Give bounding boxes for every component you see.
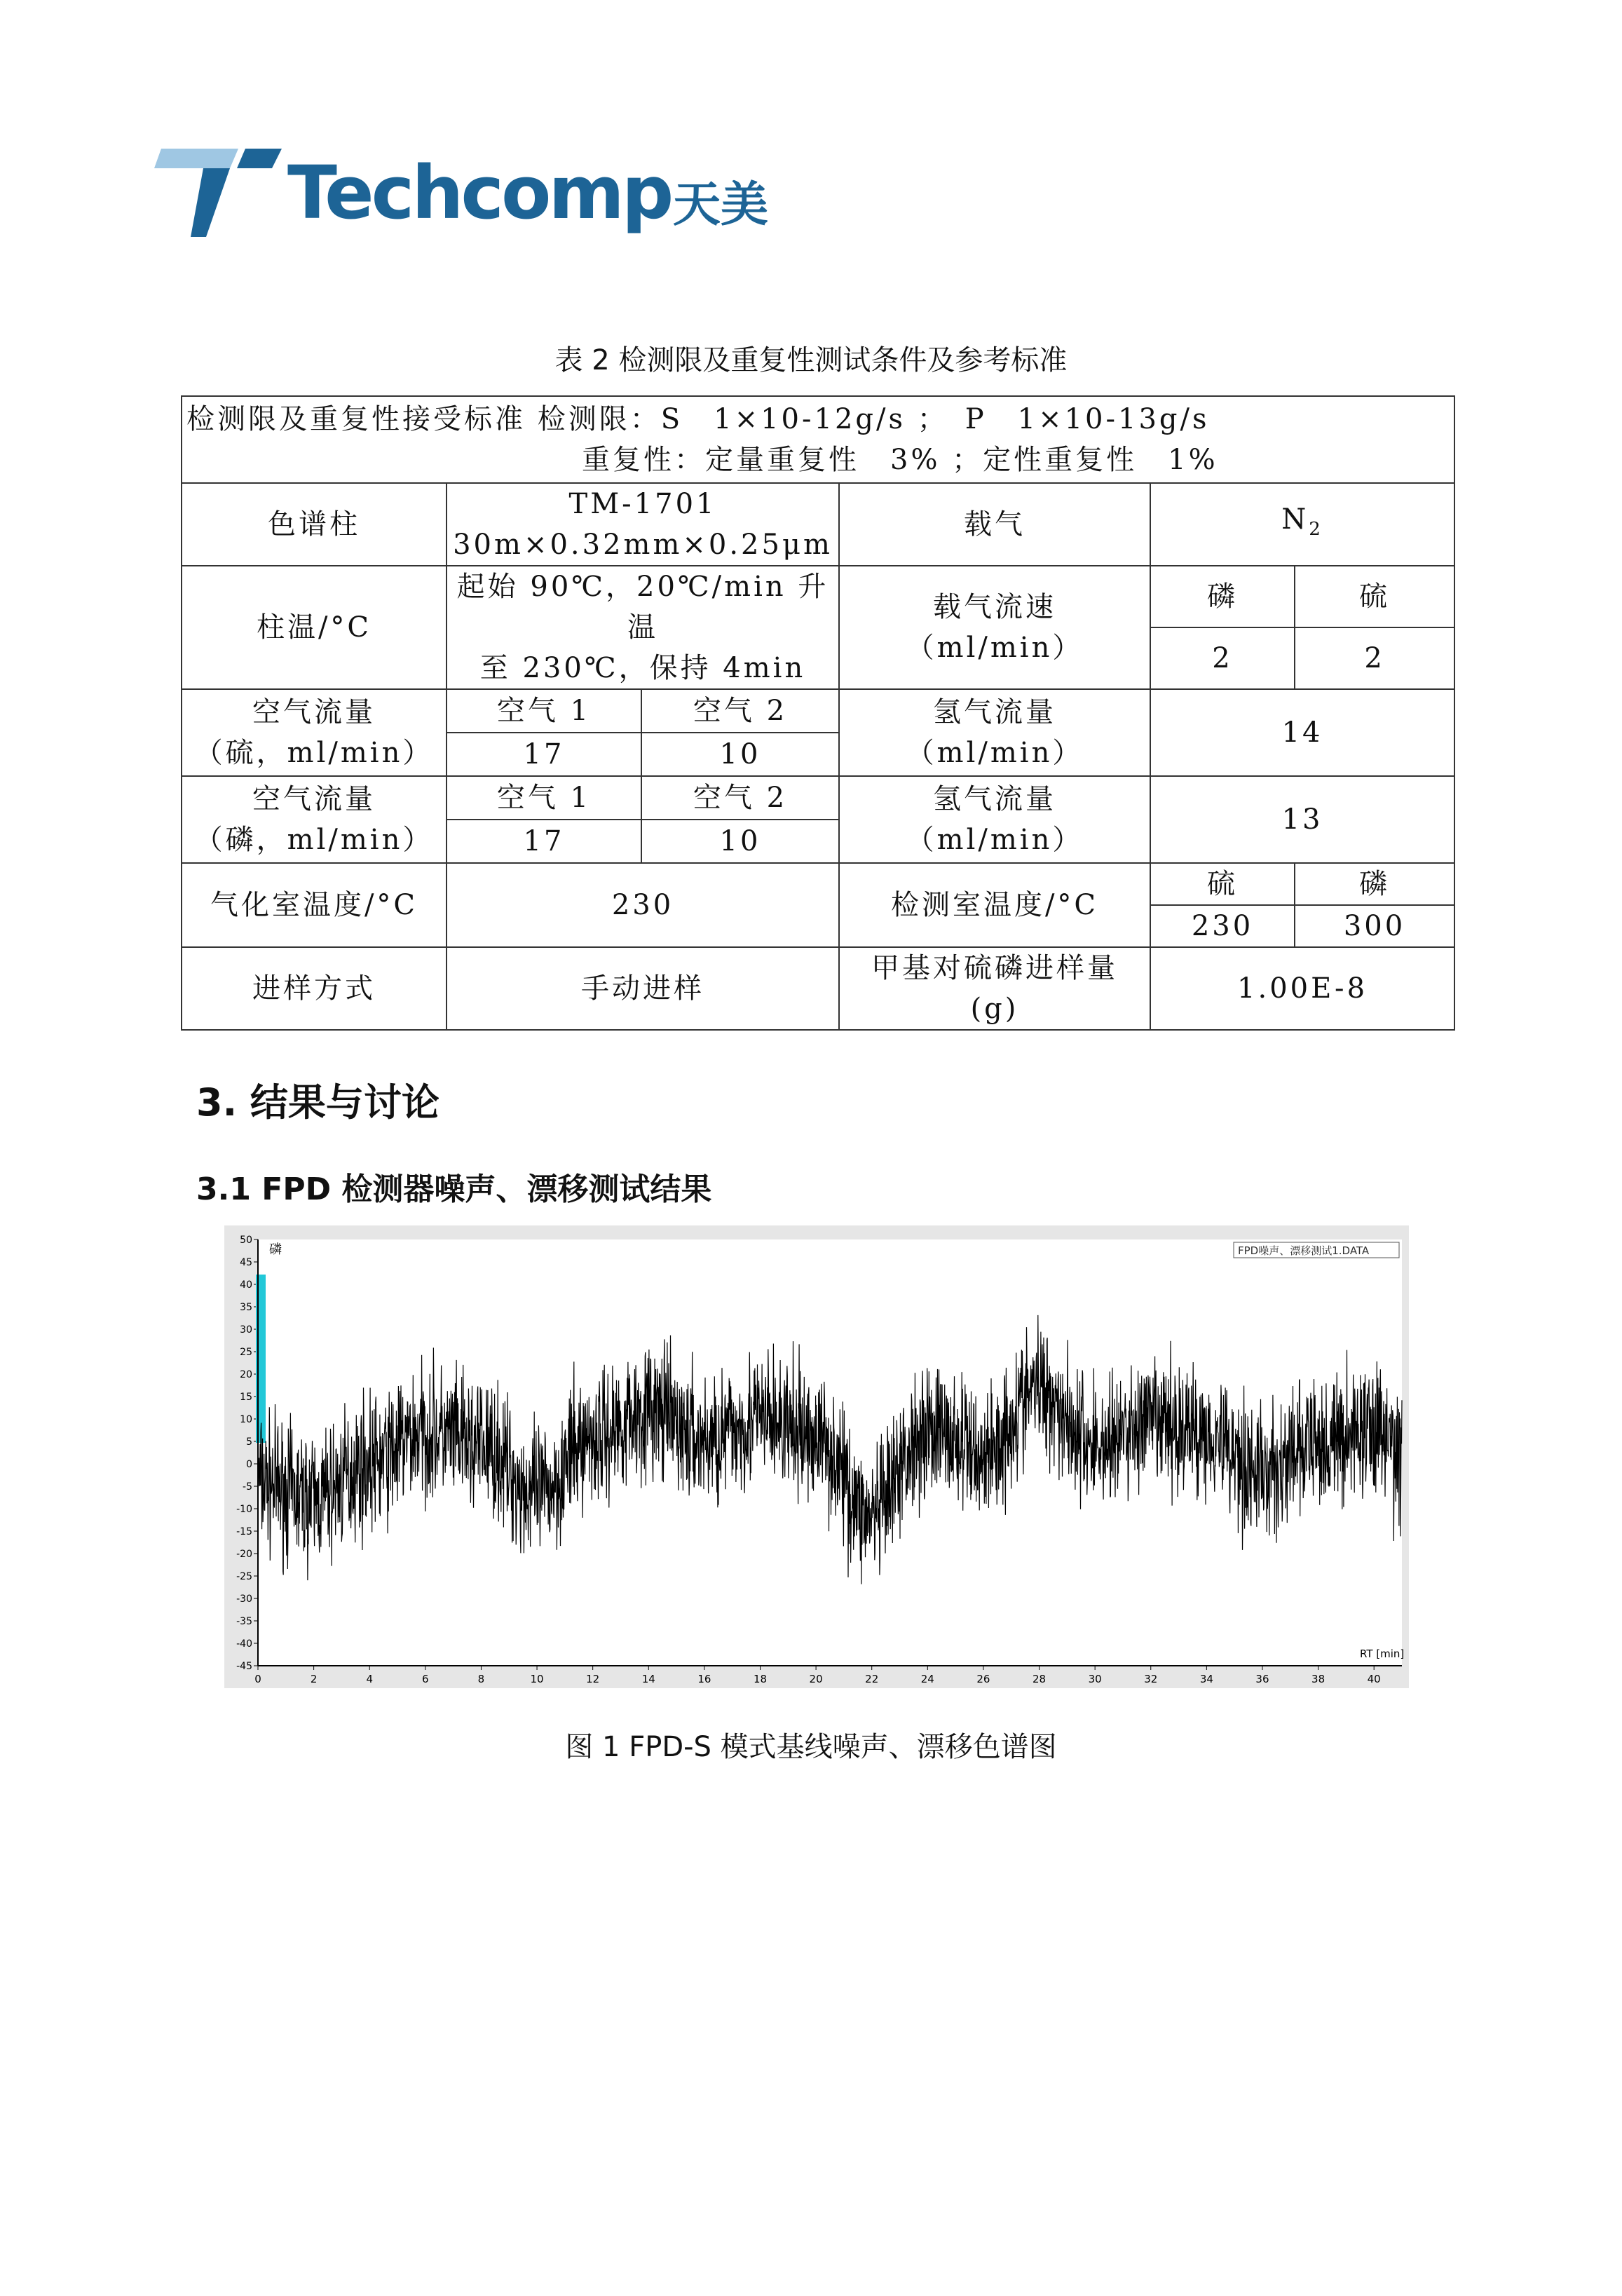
table-row <box>182 689 1454 733</box>
h2-flow-p-value: 13 <box>1150 776 1454 863</box>
x-tick-label: 0 <box>254 1673 261 1685</box>
x-tick-label: 26 <box>976 1673 990 1685</box>
air1-p-header: 空气 1 <box>447 776 641 820</box>
column-dims: 30m×0.32mm×0.25μm <box>453 529 833 561</box>
section-heading: 3. 结果与讨论 <box>196 1080 439 1125</box>
y-tick-label: -30 <box>236 1594 252 1605</box>
y-tick-label: 5 <box>246 1436 252 1448</box>
criteria-cell <box>182 396 1454 483</box>
injection-value: 手动进样 <box>447 947 839 1030</box>
x-tick-label: 14 <box>641 1673 655 1685</box>
x-tick-label: 28 <box>1032 1673 1047 1685</box>
detector-temp-label: 检测室温度/°C <box>839 863 1150 947</box>
y-tick-label: 10 <box>240 1414 252 1425</box>
table-row <box>182 947 1454 1030</box>
y-tick-label: 30 <box>240 1324 252 1336</box>
air-flow-s-label: 空气流量 （硫，ml/min） <box>182 689 447 776</box>
techcomp-logo <box>154 147 785 245</box>
carrier-flow-p-value: 2 <box>1150 627 1295 689</box>
table-row <box>182 776 1454 820</box>
y-tick-label: 0 <box>246 1459 252 1470</box>
detector-s-value: 230 <box>1150 905 1295 947</box>
y-tick-label: 25 <box>240 1347 252 1358</box>
x-tick-label: 38 <box>1311 1673 1325 1685</box>
x-axis-label: RT [min] <box>1360 1648 1405 1660</box>
detector-p-header: 磷 <box>1295 863 1454 905</box>
x-tick-label: 22 <box>865 1673 879 1685</box>
h2-flow-s-value: 14 <box>1150 689 1454 776</box>
file-label: FPD噪声、漂移测试1.DATA <box>1238 1244 1370 1257</box>
criteria-label: 检测限及重复性接受标准 <box>186 403 526 435</box>
table-row <box>182 396 1454 483</box>
h2-flow-p-label: 氢气流量 （ml/min） <box>839 776 1150 863</box>
techcomp-mark-icon <box>154 147 287 238</box>
y-tick-label: -45 <box>236 1661 252 1672</box>
y-tick-label: 20 <box>240 1369 252 1380</box>
test-conditions-table <box>181 395 1455 1031</box>
y-axis-ticks <box>236 1235 258 1672</box>
x-tick-label: 2 <box>310 1673 318 1685</box>
detector-s-header: 硫 <box>1150 863 1295 905</box>
h2-flow-s-label: 氢气流量 （ml/min） <box>839 689 1150 776</box>
table-title: 表 2 检测限及重复性测试条件及参考标准 <box>554 344 1068 376</box>
table-row <box>182 483 1454 566</box>
x-tick-label: 30 <box>1088 1673 1102 1685</box>
carrier-flow-s-header: 硫 <box>1295 566 1454 627</box>
x-tick-label: 10 <box>530 1673 544 1685</box>
sample-amount-label: 甲基对硫磷进样量 (g) <box>839 947 1150 1030</box>
column-label: 色谱柱 <box>182 483 447 566</box>
x-axis-ticks <box>254 1666 1381 1685</box>
chromatogram-figure <box>224 1225 1409 1688</box>
carrier-flow-p-header: 磷 <box>1150 566 1295 627</box>
table-row <box>182 863 1454 905</box>
y-tick-label: 35 <box>240 1302 252 1313</box>
y-tick-label: 15 <box>240 1392 252 1403</box>
x-tick-label: 4 <box>366 1673 373 1685</box>
y-tick-label: -10 <box>236 1504 252 1515</box>
logo-wordmark: Techcomp <box>287 150 672 236</box>
carrier-flow-label: 载气流速 （ml/min） <box>839 566 1150 689</box>
chromatogram-chart <box>224 1225 1409 1688</box>
x-tick-label: 20 <box>809 1673 823 1685</box>
column-temp-label: 柱温/°C <box>182 566 447 689</box>
y-tick-label: 45 <box>240 1257 252 1268</box>
x-tick-label: 16 <box>697 1673 711 1685</box>
air1-s-value: 17 <box>447 733 641 776</box>
air2-s-header: 空气 2 <box>641 689 839 733</box>
series-label: 磷 <box>269 1242 282 1257</box>
x-tick-label: 40 <box>1367 1673 1381 1685</box>
air2-p-value: 10 <box>641 820 839 863</box>
y-tick-label: -15 <box>236 1526 252 1537</box>
subsection-heading: 3.1 FPD 检测器噪声、漂移测试结果 <box>196 1171 712 1207</box>
criteria-line1: 检测限：S 1×10-12g/s ； P 1×10-13g/s <box>537 403 1210 435</box>
x-tick-label: 24 <box>920 1673 934 1685</box>
column-temp-program: 起始 90℃，20℃/min 升温 至 230℃，保持 4min <box>447 566 839 689</box>
y-tick-label: -5 <box>243 1481 252 1493</box>
x-tick-label: 8 <box>477 1673 485 1685</box>
detector-p-value: 300 <box>1295 905 1454 947</box>
x-tick-label: 6 <box>422 1673 429 1685</box>
y-tick-label: 50 <box>240 1235 252 1246</box>
logo-chinese-name: 天美 <box>673 177 769 233</box>
column-model: TM-1701 <box>568 488 717 520</box>
carrier-flow-s-value: 2 <box>1295 627 1454 689</box>
sample-amount-value: 1.00E-8 <box>1150 947 1454 1030</box>
criteria-line2: 重复性：定量重复性 3% ；定性重复性 1% <box>582 444 1218 476</box>
air1-s-header: 空气 1 <box>447 689 641 733</box>
injection-label: 进样方式 <box>182 947 447 1030</box>
x-tick-label: 34 <box>1199 1673 1213 1685</box>
air2-p-header: 空气 2 <box>641 776 839 820</box>
y-tick-label: -35 <box>236 1616 252 1627</box>
column-value <box>447 483 839 566</box>
air1-p-value: 17 <box>447 820 641 863</box>
figure-caption: 图 1 FPD-S 模式基线噪声、漂移色谱图 <box>565 1731 1057 1763</box>
y-tick-label: -25 <box>236 1571 252 1582</box>
x-tick-label: 32 <box>1144 1673 1158 1685</box>
carrier-value: $N_2$ <box>1150 483 1454 566</box>
y-tick-label: -40 <box>236 1638 252 1650</box>
vaporizer-temp-label: 气化室温度/°C <box>182 863 447 947</box>
y-tick-label: 40 <box>240 1279 252 1291</box>
table-row <box>182 566 1454 627</box>
y-tick-label: -20 <box>236 1549 252 1560</box>
x-tick-label: 12 <box>586 1673 600 1685</box>
carrier-label: 载气 <box>839 483 1150 566</box>
x-tick-label: 18 <box>753 1673 768 1685</box>
air-flow-p-label: 空气流量 （磷，ml/min） <box>182 776 447 863</box>
x-tick-label: 36 <box>1255 1673 1269 1685</box>
vaporizer-temp-value: 230 <box>447 863 839 947</box>
air2-s-value: 10 <box>641 733 839 776</box>
